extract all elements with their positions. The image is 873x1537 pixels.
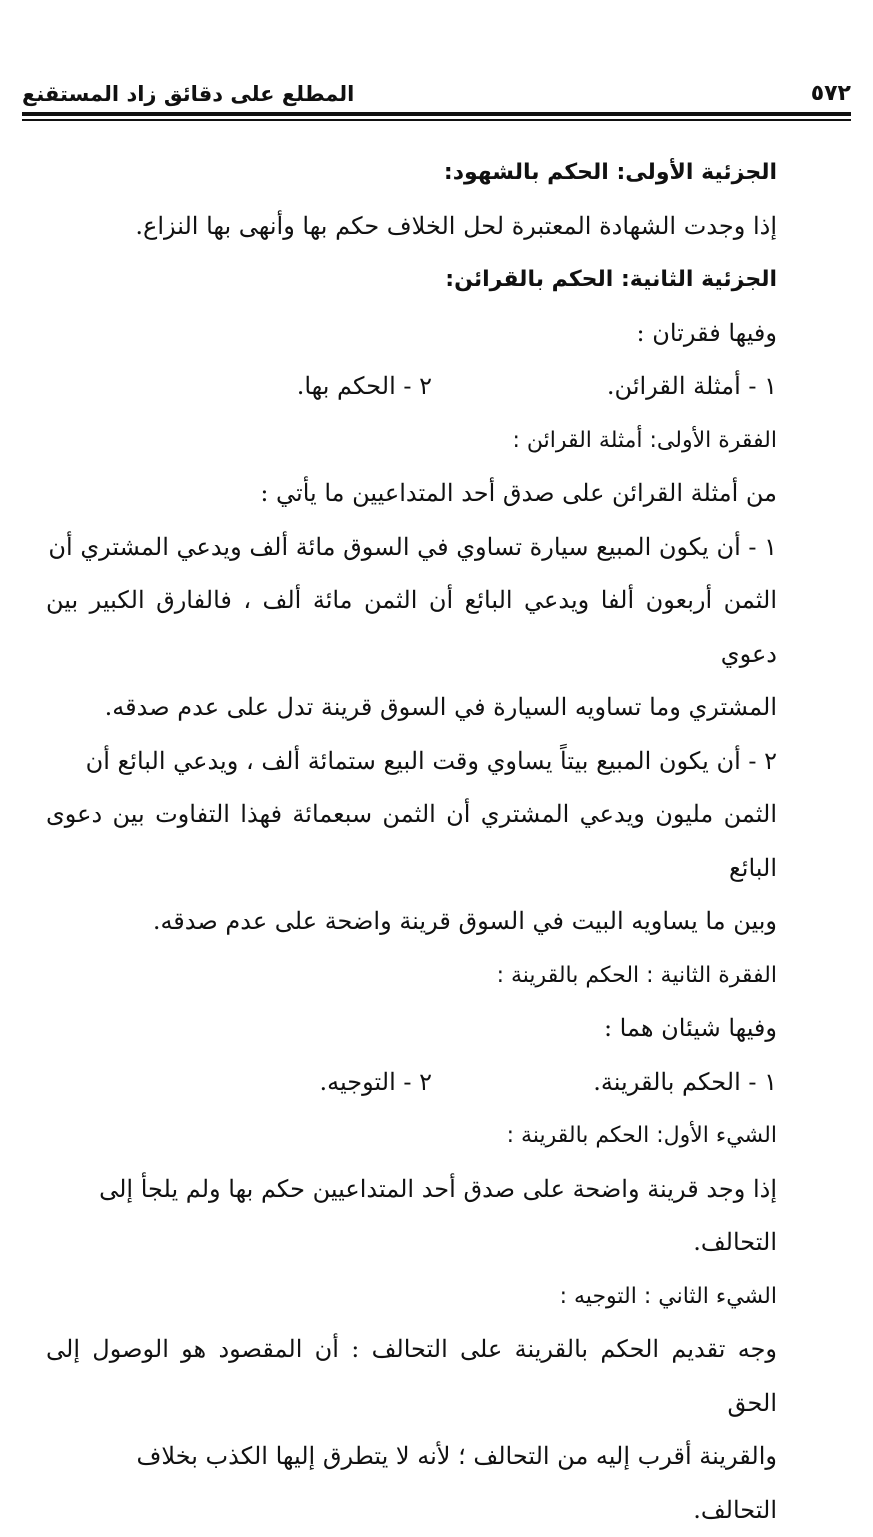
paragraph-line: من أمثلة القرائن على صدق أحد المتداعيين ما يأتي : xyxy=(260,479,777,507)
paragraph-line: المشتري وما تساويه السيارة في السوق قرينة تدل على عدم صدقه. xyxy=(104,693,777,721)
paragraph-line: ٢ - أن يكون المبيع بيتاً يساوي وقت البيع ستمائة ألف ، ويدعي البائع أن xyxy=(85,746,777,775)
paragraph-line: الثمن أربعون ألفا ويدعي البائع أن الثمن مائة ألف ، فالفارق الكبير بين دعوي xyxy=(46,586,777,668)
heading-part-two: الجزئية الثانية: الحكم بالقرائن: xyxy=(445,267,777,292)
paragraph-line: إذا وجد قرينة واضحة على صدق أحد المتداعيين حكم بها ولم يلجأ إلى xyxy=(99,1174,777,1203)
page-header xyxy=(22,66,851,112)
list-item: ٢ - الحكم بها. xyxy=(296,372,432,400)
paragraph-line: وفيها فقرتان : xyxy=(636,318,777,347)
heading-paragraph-two: الفقرة الثانية : الحكم بالقرينة : xyxy=(496,962,777,988)
list-item: ٢ - التوجيه. xyxy=(319,1067,432,1096)
paragraph-line: والقرينة أقرب إليه من التحالف ؛ لأنه لا يتطرق إليها الكذب بخلاف التحالف. xyxy=(136,1442,777,1524)
paragraph-line: الثمن مليون ويدعي المشتري أن الثمن سبعمائة فهذا التفاوت بين دعوى البائع xyxy=(46,800,777,882)
heading-thing-two: الشيء الثاني : التوجيه : xyxy=(559,1283,777,1309)
paragraph-line: إذا وجدت الشهادة المعتبرة لحل الخلاف حكم بها وأنهى بها النزاع. xyxy=(135,211,777,240)
paragraph-line: وجه تقديم الحكم بالقرينة على التحالف : أن المقصود هو الوصول إلى الحق xyxy=(46,1335,777,1417)
page-body xyxy=(46,146,777,1537)
heading-paragraph-one: الفقرة الأولى: أمثلة القرائن : xyxy=(512,427,777,453)
paragraph-line: وفيها شيئان هما : xyxy=(603,1014,777,1042)
heading-part-one: الجزئية الأولى: الحكم بالشهود: xyxy=(443,160,777,185)
running-title: المطلع على دقائق زاد المستقنع xyxy=(22,82,355,106)
page-number: ٥٧٢ xyxy=(810,81,851,106)
list-item: ١ - الحكم بالقرينة. xyxy=(593,1067,777,1096)
list-item: ١ - أمثلة القرائن. xyxy=(606,372,777,400)
paragraph-line: ١ - أن يكون المبيع سيارة تساوي في السوق مائة ألف ويدعي المشتري أن xyxy=(48,532,777,561)
two-item-list xyxy=(46,360,777,414)
heading-thing-one: الشيء الأول: الحكم بالقرينة : xyxy=(506,1123,777,1148)
header-rule-thin xyxy=(22,119,851,121)
paragraph-line: وبين ما يساويه البيت في السوق قرينة واضحة على عدم صدقه. xyxy=(152,907,777,935)
paragraph-line: التحالف. xyxy=(693,1228,777,1256)
header-rule-thick xyxy=(22,112,851,116)
two-item-list xyxy=(46,1056,777,1110)
